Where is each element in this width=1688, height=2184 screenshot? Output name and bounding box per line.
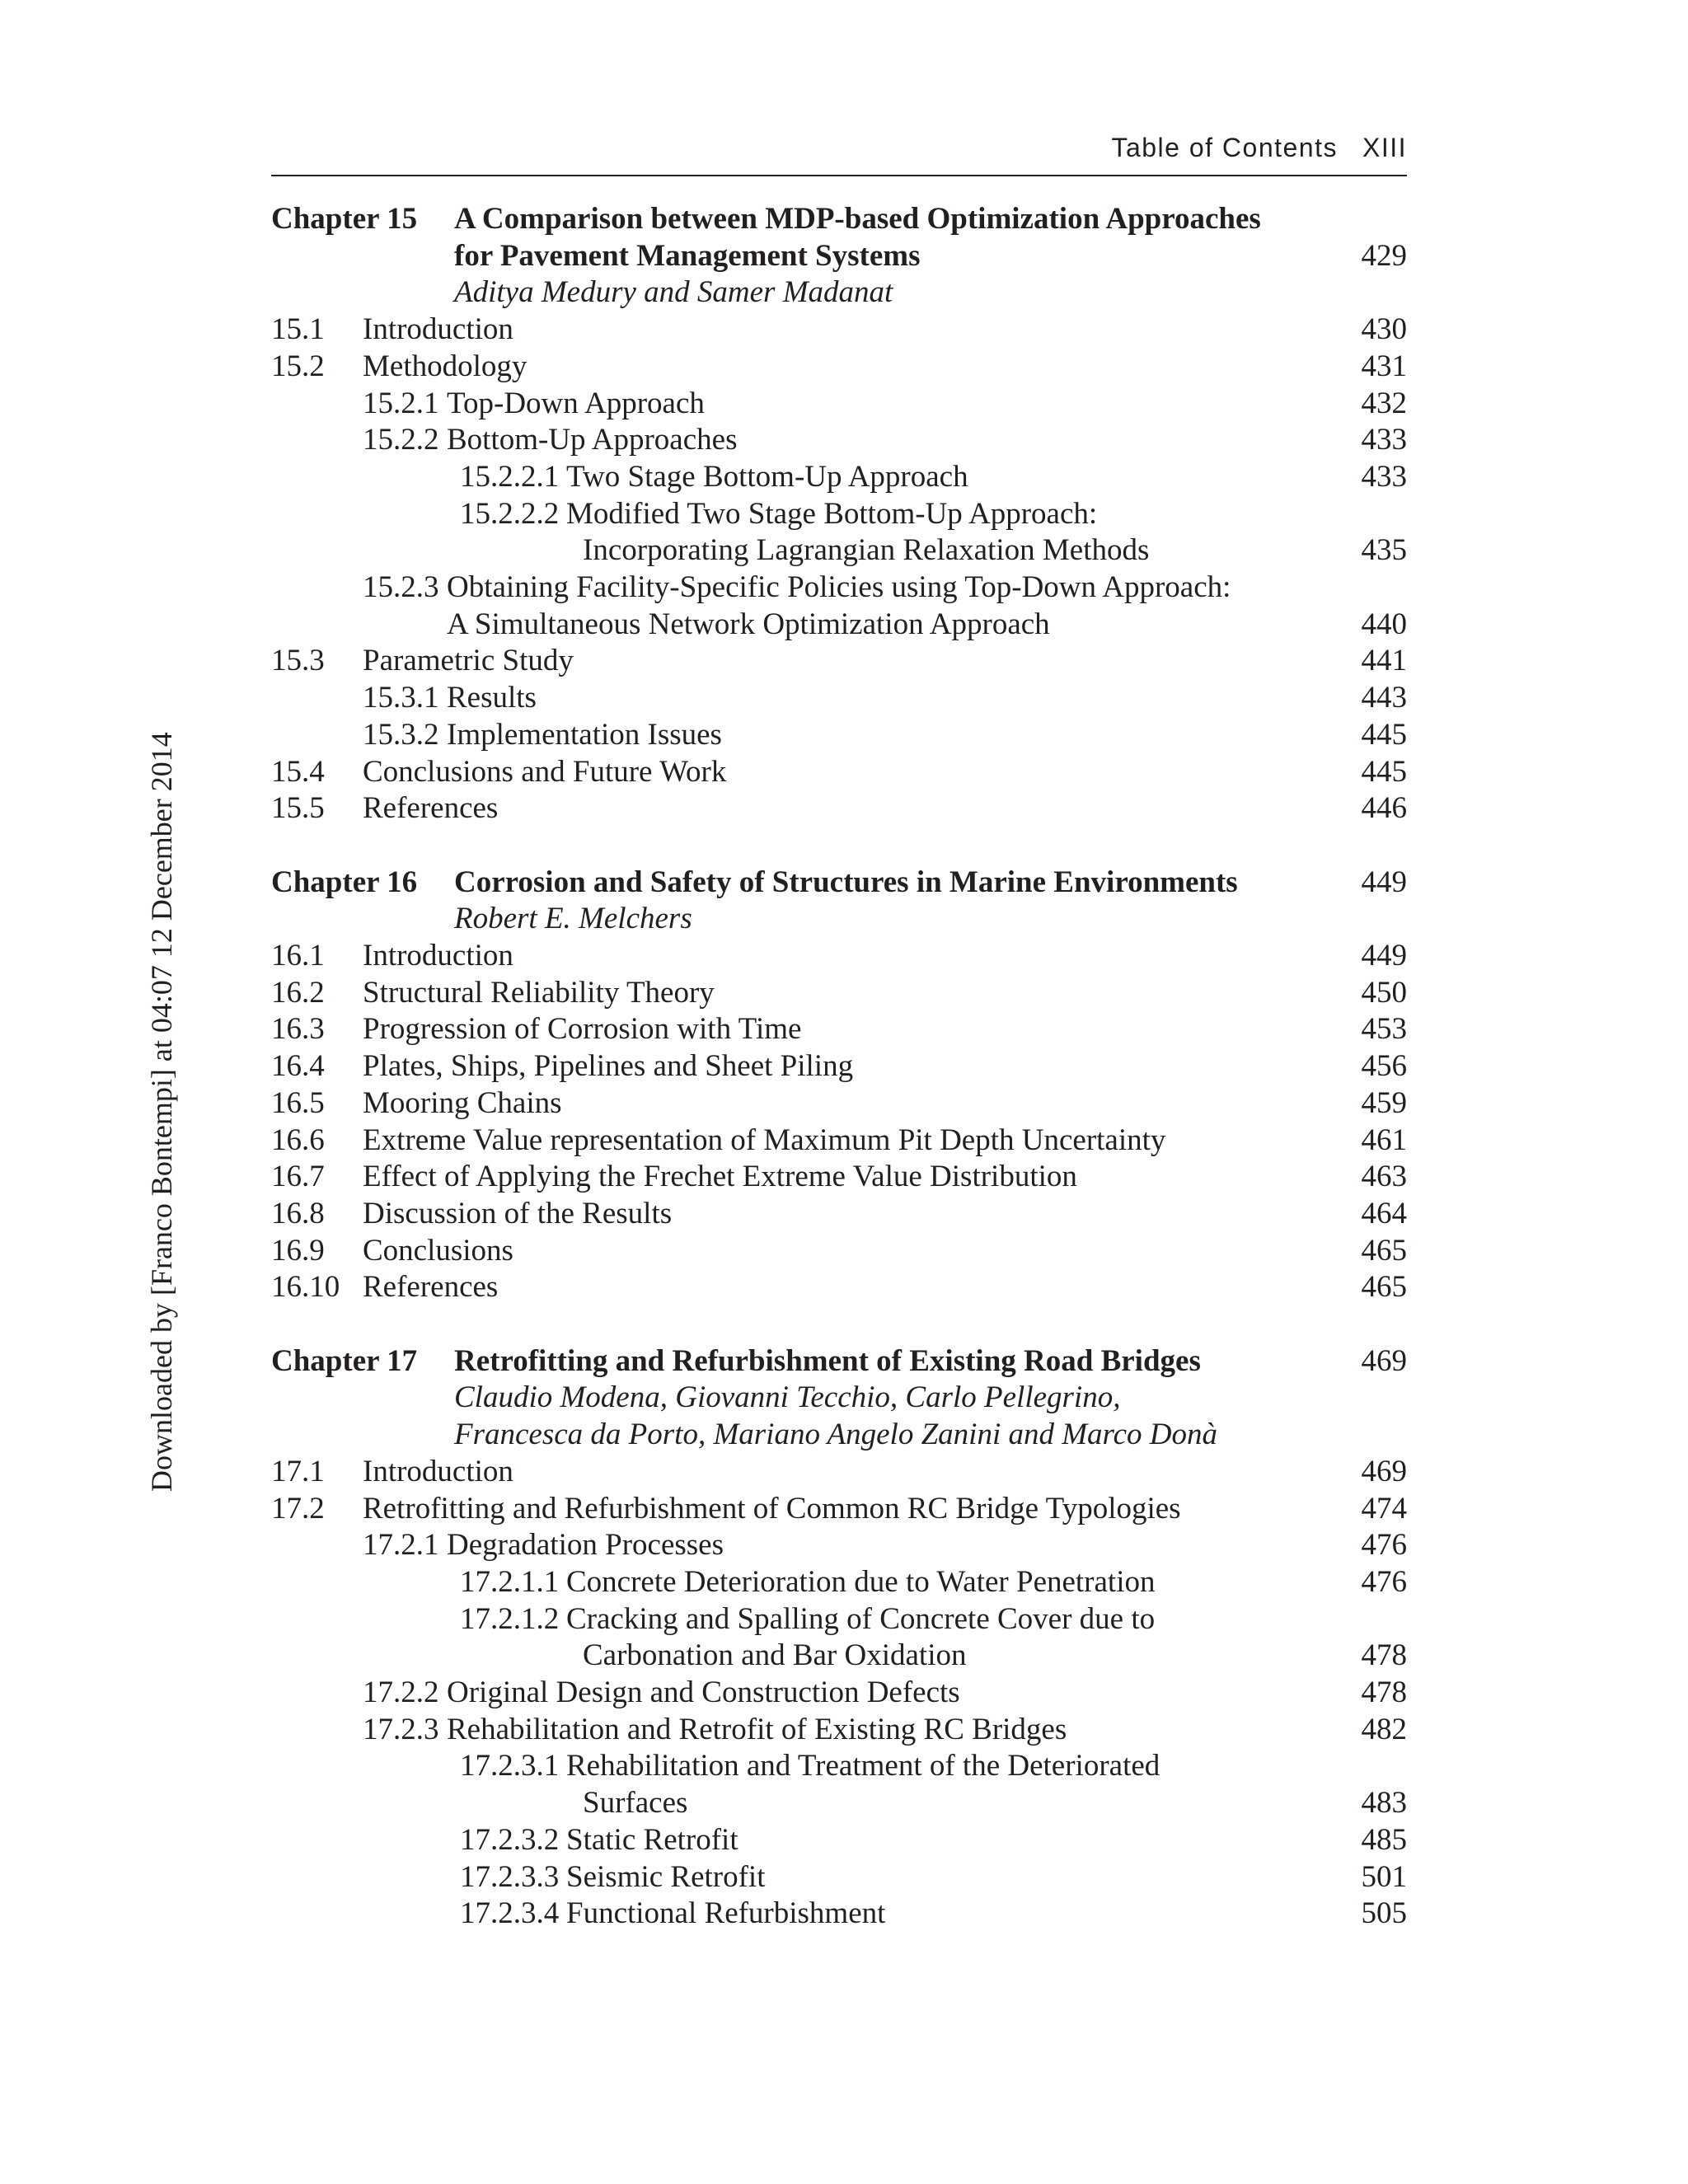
toc-entry [271, 1895, 1407, 1932]
section-title: Methodology [363, 349, 528, 383]
section-title: Bottom-Up Approaches [447, 423, 738, 457]
page-number: 433 [1361, 423, 1407, 457]
page-number: 449 [1361, 939, 1407, 972]
section-number: 17.1 [271, 1454, 325, 1488]
toc-entry [271, 1858, 1407, 1896]
section-number: 15.2.2.1 [460, 459, 560, 494]
toc-entry [271, 1010, 1407, 1047]
toc-entry [271, 606, 1407, 643]
section-number: 16.1 [271, 939, 325, 972]
section-title: Introduction [363, 312, 513, 347]
author-line: Francesca da Porto, Mariano Angelo Zanini and Marco Donà [454, 1418, 1217, 1452]
section-title-continued: A Simultaneous Network Optimization Approach [447, 607, 1050, 641]
page-number: 450 [1361, 975, 1407, 1010]
page-number: 485 [1361, 1822, 1407, 1857]
section-number: 15.5 [271, 791, 325, 826]
section-title: Parametric Study [363, 644, 574, 678]
section-number: 15.2 [271, 349, 325, 383]
toc-entry [271, 1085, 1407, 1122]
chapter-label: Chapter 15 [271, 202, 418, 236]
section-number: 17.2.3.3 [460, 1859, 560, 1894]
toc-entry [271, 532, 1407, 569]
section-title: Extreme Value representation of Maximum Pit Depth Uncertainty [363, 1122, 1166, 1157]
chapter-authors [271, 1379, 1407, 1416]
chapter-authors [271, 900, 1407, 937]
section-title: Mooring Chains [363, 1085, 562, 1120]
toc-entry [271, 716, 1407, 753]
page-number: 476 [1361, 1528, 1407, 1563]
section-number: 15.3 [271, 644, 325, 678]
toc-entry [271, 569, 1407, 606]
section-number: 15.2.2 [363, 423, 439, 457]
toc-entry [271, 495, 1407, 532]
section-number: 17.2.2 [363, 1675, 439, 1709]
page-number: 440 [1361, 607, 1407, 641]
section-title: Conclusions and Future Work [363, 754, 727, 789]
section-number: 15.2.3 [363, 570, 439, 604]
toc-entry [271, 1122, 1407, 1159]
toc-entry [271, 1268, 1407, 1305]
toc-entry [271, 1747, 1407, 1784]
section-number: 16.2 [271, 975, 325, 1010]
toc-entry [271, 1711, 1407, 1748]
chapter-label: Chapter 17 [271, 1343, 418, 1378]
page-number: 431 [1361, 349, 1407, 383]
page-number: 478 [1361, 1675, 1407, 1709]
section-title: Results [447, 681, 537, 715]
page-number: 443 [1361, 681, 1407, 715]
page-number: 463 [1361, 1160, 1407, 1194]
page-number: 465 [1361, 1233, 1407, 1268]
section-number: 17.2.3 [363, 1712, 439, 1746]
section-number: 17.2 [271, 1491, 325, 1526]
chapter-title: Corrosion and Safety of Structures in Marine Environments [454, 865, 1238, 899]
section-title: Degradation Processes [447, 1528, 724, 1563]
section-title: Original Design and Construction Defects [447, 1675, 960, 1709]
toc-entry [271, 1195, 1407, 1232]
section-title: Discussion of the Results [363, 1196, 673, 1230]
toc-entry [271, 1821, 1407, 1858]
section-title: Rehabilitation and Treatment of the Deteriorated [566, 1749, 1160, 1783]
section-title: Rehabilitation and Retrofit of Existing RC Bridges [447, 1712, 1067, 1746]
page-number: 464 [1361, 1196, 1407, 1230]
running-title: Table of Contents [1111, 133, 1338, 162]
section-title: Retrofitting and Refurbishment of Common RC Bridge Typologies [363, 1491, 1181, 1526]
toc-entry [271, 385, 1407, 422]
chapter-title: A Comparison between MDP-based Optimization Approaches [454, 202, 1261, 236]
toc-entry [271, 937, 1407, 974]
page-number: 501 [1361, 1859, 1407, 1894]
author-line: Robert E. Melchers [454, 902, 692, 936]
section-number: 17.2.3.1 [460, 1749, 560, 1783]
section-number: 16.7 [271, 1160, 325, 1194]
toc-entry [271, 1047, 1407, 1085]
section-number: 17.2.1 [363, 1528, 439, 1563]
section-title: Introduction [363, 1454, 513, 1488]
toc-entry [271, 458, 1407, 495]
section-title-continued: Surfaces [583, 1786, 688, 1821]
section-number: 15.2.2.2 [460, 496, 560, 531]
page-number: 465 [1361, 1270, 1407, 1305]
section-title: Obtaining Facility-Specific Policies using Top-Down Approach: [447, 570, 1231, 604]
toc-entry [271, 1453, 1407, 1490]
page-number: 429 [1361, 238, 1407, 273]
toc-entry [271, 790, 1407, 827]
page-number: 449 [1361, 865, 1407, 899]
page-number: 505 [1361, 1896, 1407, 1931]
page-number: 478 [1361, 1638, 1407, 1673]
toc-entry [271, 1158, 1407, 1195]
section-title: Progression of Corrosion with Time [363, 1012, 802, 1047]
section-title: Functional Refurbishment [566, 1896, 886, 1931]
page-number: 433 [1361, 459, 1407, 494]
section-title: References [363, 1270, 499, 1305]
author-line: Aditya Medury and Samer Madanat [454, 275, 893, 310]
page-folio: XIII [1362, 133, 1407, 162]
page-number: 430 [1361, 312, 1407, 347]
toc-entry [271, 1563, 1407, 1601]
toc-entry [271, 348, 1407, 385]
toc-entry [271, 1232, 1407, 1269]
page-number: 445 [1361, 717, 1407, 752]
chapter-heading [271, 864, 1407, 901]
toc-entry [271, 1601, 1407, 1638]
page-number: 435 [1361, 533, 1407, 568]
section-title: Conclusions [363, 1233, 513, 1268]
page-number: 432 [1361, 386, 1407, 420]
page-number: 456 [1361, 1049, 1407, 1084]
section-title-continued: Incorporating Lagrangian Relaxation Methods [583, 533, 1150, 568]
section-number: 17.2.1.2 [460, 1601, 560, 1636]
chapter-heading [271, 1343, 1407, 1380]
section-number: 16.4 [271, 1049, 325, 1084]
chapter-authors [271, 274, 1407, 311]
download-notice: Downloaded by [Franco Bontempi] at 04:07 12 December 2014 [145, 732, 178, 1492]
page-number: 476 [1361, 1564, 1407, 1599]
section-title: Static Retrofit [566, 1822, 738, 1857]
section-number: 15.1 [271, 312, 325, 347]
section-title: Introduction [363, 939, 513, 972]
section-title: Cracking and Spalling of Concrete Cover due to [566, 1601, 1156, 1636]
section-number: 15.4 [271, 754, 325, 789]
chapter-label: Chapter 16 [271, 865, 418, 899]
page-number: 483 [1361, 1786, 1407, 1821]
toc-entry [271, 1784, 1407, 1821]
page-number: 459 [1361, 1085, 1407, 1120]
toc-entry [271, 421, 1407, 458]
section-number: 16.6 [271, 1122, 325, 1157]
section-number: 17.2.3.4 [460, 1896, 560, 1931]
section-number: 16.9 [271, 1233, 325, 1268]
table-of-contents [271, 0, 1407, 2184]
section-title: Implementation Issues [447, 717, 722, 752]
page-number: 441 [1361, 644, 1407, 678]
chapter-authors [271, 1416, 1407, 1453]
toc-entry [271, 1637, 1407, 1674]
toc-entry [271, 753, 1407, 790]
section-number: 16.3 [271, 1012, 325, 1047]
section-title: Top-Down Approach [447, 386, 705, 420]
author-line: Claudio Modena, Giovanni Tecchio, Carlo Pellegrino, [454, 1380, 1121, 1415]
page-number: 445 [1361, 754, 1407, 789]
section-number: 16.5 [271, 1085, 325, 1120]
section-title-continued: Carbonation and Bar Oxidation [583, 1638, 967, 1673]
section-number: 15.2.1 [363, 386, 439, 420]
section-title: Two Stage Bottom-Up Approach [566, 459, 968, 494]
section-title: References [363, 791, 499, 826]
toc-entry [271, 974, 1407, 1011]
section-title: Concrete Deterioration due to Water Penetration [566, 1564, 1156, 1599]
chapter-heading [271, 200, 1407, 237]
section-number: 16.8 [271, 1196, 325, 1230]
page-number: 482 [1361, 1712, 1407, 1746]
toc-entry [271, 679, 1407, 716]
section-title: Structural Reliability Theory [363, 975, 715, 1010]
page-number: 453 [1361, 1012, 1407, 1047]
page-number: 469 [1361, 1454, 1407, 1488]
section-number: 17.2.1.1 [460, 1564, 560, 1599]
toc-entry [271, 1490, 1407, 1527]
toc-entry [271, 311, 1407, 348]
page-number: 446 [1361, 791, 1407, 826]
section-number: 15.3.2 [363, 717, 439, 752]
page-number: 461 [1361, 1122, 1407, 1157]
toc-entry [271, 642, 1407, 679]
section-number: 17.2.3.2 [460, 1822, 560, 1857]
section-title: Modified Two Stage Bottom-Up Approach: [566, 496, 1098, 531]
page-number: 469 [1361, 1343, 1407, 1378]
toc-entry [271, 1526, 1407, 1563]
section-number: 16.10 [271, 1270, 340, 1305]
section-title: Plates, Ships, Pipelines and Sheet Piling [363, 1049, 854, 1084]
chapter-heading [271, 237, 1407, 274]
section-number: 15.3.1 [363, 681, 439, 715]
chapter-title: for Pavement Management Systems [454, 238, 921, 273]
page-number: 474 [1361, 1491, 1407, 1526]
section-title: Effect of Applying the Frechet Extreme Value Distribution [363, 1160, 1077, 1194]
toc-entry [271, 1674, 1407, 1711]
section-title: Seismic Retrofit [566, 1859, 766, 1894]
chapter-title: Retrofitting and Refurbishment of Existing Road Bridges [454, 1343, 1201, 1378]
